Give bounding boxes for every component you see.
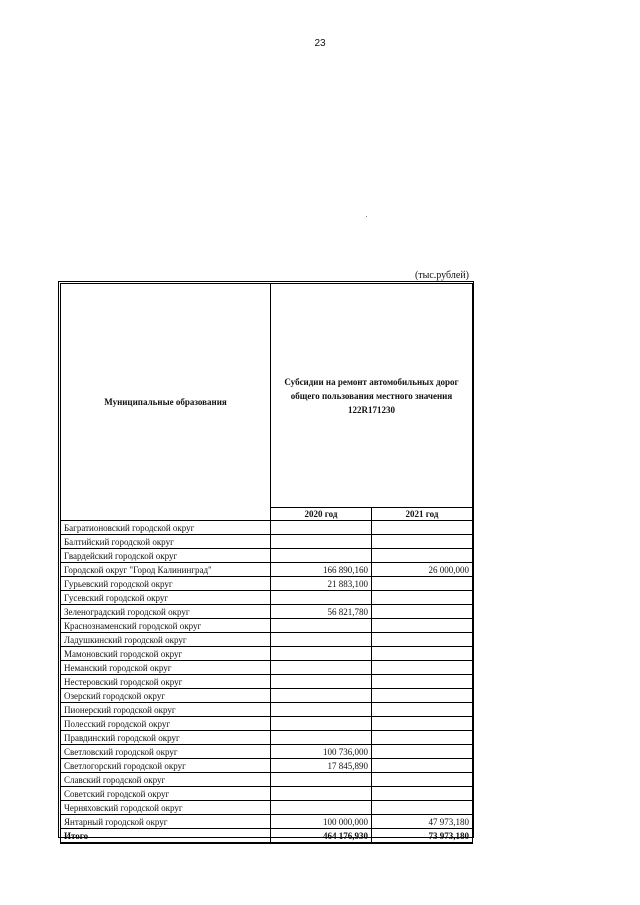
value-2020 <box>271 647 372 661</box>
total-2020: 464 176,930 <box>271 829 372 844</box>
value-2021 <box>372 605 473 619</box>
subsidy-table <box>60 283 473 844</box>
value-2021 <box>372 787 473 801</box>
total-2021: 73 973,180 <box>372 829 473 844</box>
header-subsidy: Субсидии на ремонт автомобильных дорог общего пользования местного значения 122R171230 <box>271 284 473 508</box>
value-2020 <box>271 773 372 787</box>
value-2020 <box>271 731 372 745</box>
value-2021 <box>372 759 473 773</box>
value-2020 <box>271 633 372 647</box>
units-label: (тыс.рублей) <box>414 270 469 281</box>
municipality-name: Озерский городской округ <box>61 689 271 703</box>
value-2021 <box>372 773 473 787</box>
table-row <box>61 647 473 661</box>
table-row <box>61 521 473 535</box>
table-row <box>61 745 473 759</box>
value-2021 <box>372 591 473 605</box>
table-row <box>61 731 473 745</box>
value-2020 <box>271 689 372 703</box>
table-row <box>61 689 473 703</box>
municipality-name: Краснознаменский городской округ <box>61 619 271 633</box>
table-row <box>61 605 473 619</box>
municipality-name: Городской округ "Город Калининград" <box>61 563 271 577</box>
value-2020 <box>271 661 372 675</box>
table-row <box>61 773 473 787</box>
municipality-name: Багратионовский городской округ <box>61 521 271 535</box>
value-2020 <box>271 521 372 535</box>
value-2021 <box>372 717 473 731</box>
value-2021: 26 000,000 <box>372 563 473 577</box>
municipality-name: Пионерский городской округ <box>61 703 271 717</box>
value-2021 <box>372 801 473 815</box>
municipality-name: Балтийский городской округ <box>61 535 271 549</box>
value-2021 <box>372 745 473 759</box>
municipality-name: Полесский городской округ <box>61 717 271 731</box>
value-2021 <box>372 619 473 633</box>
value-2020: 17 845,890 <box>271 759 372 773</box>
municipality-name: Ладушкинский городской округ <box>61 633 271 647</box>
municipality-name: Светлогорский городской округ <box>61 759 271 773</box>
municipality-name: Правдинский городской округ <box>61 731 271 745</box>
table-row <box>61 801 473 815</box>
municipality-name: Славский городской округ <box>61 773 271 787</box>
table-row <box>61 549 473 563</box>
value-2021 <box>372 675 473 689</box>
municipality-name: Гвардейский городской округ <box>61 549 271 563</box>
municipality-name: Нестеровский городской округ <box>61 675 271 689</box>
value-2020: 100 736,000 <box>271 745 372 759</box>
value-2020 <box>271 717 372 731</box>
page-number: 23 <box>314 38 326 49</box>
table-row <box>61 717 473 731</box>
value-2021: 47 973,180 <box>372 815 473 829</box>
table-row <box>61 661 473 675</box>
value-2021 <box>372 703 473 717</box>
municipality-name: Светловский городской округ <box>61 745 271 759</box>
table-row <box>61 563 473 577</box>
value-2021 <box>372 661 473 675</box>
table-row <box>61 703 473 717</box>
value-2020: 100 000,000 <box>271 815 372 829</box>
value-2021 <box>372 633 473 647</box>
scan-artifact <box>366 216 367 217</box>
municipality-name: Гурьевский городской округ <box>61 577 271 591</box>
value-2020 <box>271 549 372 563</box>
municipality-name: Черняховский городской округ <box>61 801 271 815</box>
value-2020 <box>271 675 372 689</box>
table-row <box>61 591 473 605</box>
value-2021 <box>372 521 473 535</box>
header-year-2021: 2021 год <box>372 508 473 521</box>
value-2021 <box>372 689 473 703</box>
total-label: Итого <box>61 829 271 844</box>
value-2021 <box>372 731 473 745</box>
header-year-2020: 2020 год <box>271 508 372 521</box>
municipality-name: Мамоновский городской округ <box>61 647 271 661</box>
municipality-name: Янтарный городской округ <box>61 815 271 829</box>
value-2021 <box>372 647 473 661</box>
value-2020 <box>271 591 372 605</box>
value-2020 <box>271 801 372 815</box>
table-row <box>61 619 473 633</box>
table-row <box>61 815 473 829</box>
value-2021 <box>372 535 473 549</box>
municipality-name: Неманский городской округ <box>61 661 271 675</box>
value-2020 <box>271 787 372 801</box>
table-row <box>61 787 473 801</box>
municipality-name: Советский городской округ <box>61 787 271 801</box>
table-row <box>61 759 473 773</box>
value-2020: 56 821,780 <box>271 605 372 619</box>
municipality-name: Зеленоградский городской округ <box>61 605 271 619</box>
value-2020 <box>271 535 372 549</box>
value-2020: 21 883,100 <box>271 577 372 591</box>
municipality-name: Гусевский городской округ <box>61 591 271 605</box>
value-2020: 166 890,160 <box>271 563 372 577</box>
total-row <box>61 829 473 844</box>
table-row <box>61 577 473 591</box>
table-row <box>61 675 473 689</box>
table-row <box>61 535 473 549</box>
value-2021 <box>372 549 473 563</box>
value-2021 <box>372 577 473 591</box>
value-2020 <box>271 703 372 717</box>
header-municipalities: Муниципальные образования <box>61 284 271 521</box>
table-row <box>61 633 473 647</box>
value-2020 <box>271 619 372 633</box>
